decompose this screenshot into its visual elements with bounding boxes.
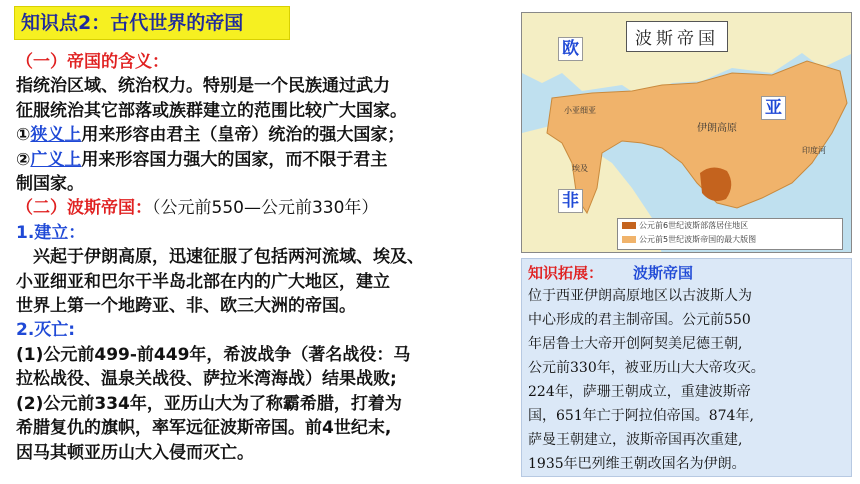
indus-label: 印度河 [802, 146, 826, 155]
extension-title: 波斯帝国 [633, 264, 694, 282]
meaning-line-2: 征服统治其它部落或族群建立的范围比较广大国家。 [16, 100, 407, 121]
extension-line: 1935年巴列维王朝改国名为伊朗。 [528, 456, 746, 472]
fall-line-3: (2)公元前334年，亚历山大为了称霸希腊，打着为 [16, 393, 402, 414]
legend-item-2 [622, 233, 842, 247]
fall-line-2: 拉松战役、温泉关战役、萨拉米湾海战）结果战败; [16, 369, 397, 390]
extension-line: 国，651年亡于阿拉伯帝国。874年, [528, 408, 754, 424]
extension-line: 中心形成的君主制帝国。公元前550 [528, 312, 751, 328]
persia-heading: （二）波斯帝国： [16, 198, 152, 219]
establish-line-3: 世界上第一个地跨亚、非、欧三大洲的帝国。 [16, 296, 356, 317]
persia-heading-line [16, 196, 520, 220]
legend-swatch-empire [622, 236, 636, 243]
extension-line: 公元前330年，被亚历山大大帝攻灭。 [528, 360, 765, 376]
narrow-key: 狭义上 [30, 125, 82, 146]
fall-line-1: (1)公元前499-前449年，希波战争（著名战役：马 [16, 344, 411, 365]
establish-line-2: 小亚细亚和巴尔干半岛北部在内的广大地区，建立 [16, 271, 390, 292]
meaning-line-1: 指统治区域、统治权力。特别是一个民族通过武力 [16, 76, 390, 97]
legend-swatch-core [622, 222, 636, 229]
extension-line: 年居鲁士大帝开创阿契美尼德王朝, [528, 336, 743, 352]
broad-definition-end: 制国家。 [16, 174, 84, 195]
broad-text: 用来形容国力强大的国家，而不限于君主 [81, 149, 388, 170]
narrow-definition [16, 123, 520, 147]
egypt-label: 埃及 [572, 164, 588, 173]
broad-num: ② [16, 149, 31, 170]
extension-line: 224年，萨珊王朝成立，重建波斯帝 [528, 384, 751, 400]
persia-time: （公元前550—公元前330年） [152, 198, 379, 219]
extension-line: 萨曼王朝建立，波斯帝国再次重建, [528, 432, 743, 448]
legend-text-1: 公元前6世纪波斯部落居住地区 [639, 221, 749, 230]
extension-key: 知识拓展： [528, 264, 604, 282]
plateau-label: 伊朗高原 [697, 123, 737, 134]
extension-body [528, 284, 845, 476]
section-title: 知识点2：古代世界的帝国 [14, 6, 290, 40]
fall-line-4: 希腊复仇的旗帜，率军远征波斯帝国。前4世纪末, [16, 418, 392, 439]
broad-definition [16, 148, 520, 172]
empire-meaning-heading: （一）帝国的含义： [16, 52, 169, 72]
extension-line: 位于西亚伊朗高原地区以古波斯人为 [528, 288, 752, 304]
knowledge-extension-box [521, 258, 852, 477]
minor-asia-label: 小亚细亚 [564, 106, 596, 115]
narrow-num: ① [16, 125, 31, 146]
map-legend [617, 218, 843, 250]
fall-line-5: 因马其顿亚历山大入侵而灭亡。 [16, 442, 254, 463]
legend-item-1 [622, 219, 842, 233]
establish-line-1: 兴起于伊朗高原，迅速征服了包括两河流域、埃及、 [33, 247, 424, 268]
legend-text-2: 公元前5世纪波斯帝国的最大版图 [639, 235, 757, 244]
map-title: 波斯帝国 [626, 21, 728, 52]
label-africa: 非 [558, 189, 583, 213]
narrow-text: 用来形容由君主（皇帝）统治的强大国家； [81, 125, 405, 146]
label-europe: 欧 [558, 37, 583, 61]
establish-heading: 1.建立： [16, 222, 86, 243]
persian-empire-map [521, 12, 852, 253]
broad-key: 广义上 [30, 149, 82, 170]
fall-heading: 2.灭亡: [16, 320, 76, 341]
extension-header [528, 263, 845, 284]
label-asia: 亚 [761, 96, 786, 120]
main-text [16, 50, 520, 465]
